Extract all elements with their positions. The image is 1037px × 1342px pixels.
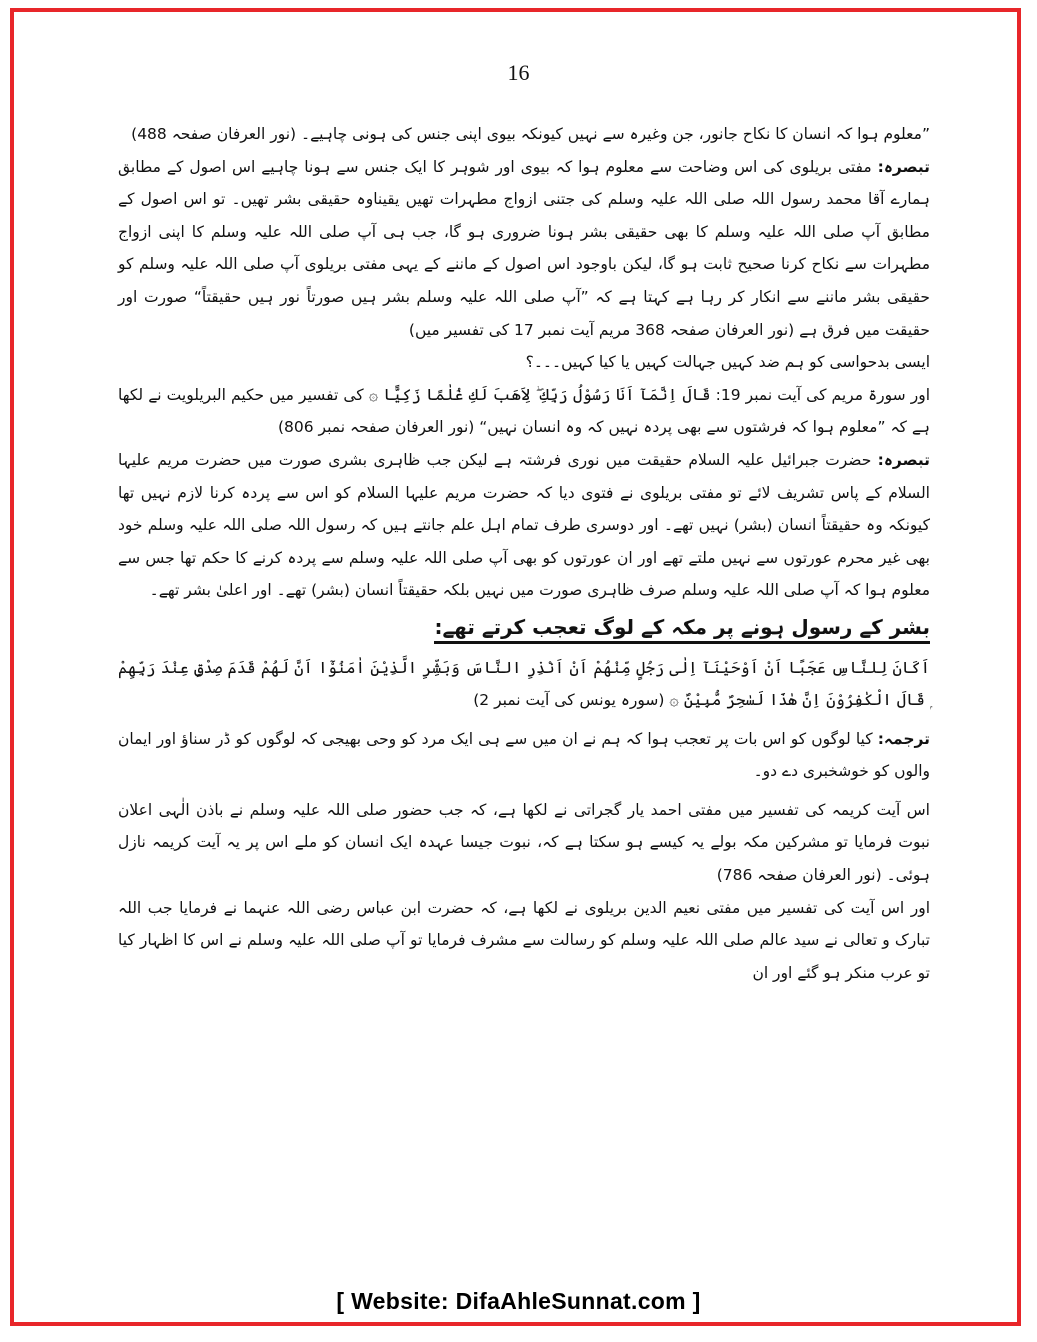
paragraph-rhetorical: ایسی بدحواسی کو ہم ضد کہیں جہالت کہیں یا کیا کہیں۔۔۔؟ xyxy=(525,353,930,372)
verse-commentary: کی تفسیر میں حکیم البریلویت نے لکھا ہے کہ ”معلوم ہوا کہ فرشتوں سے بھی پردہ نہیں کہ وہ انسان نہیں“ (نور العرفان صفحہ نمبر 806) xyxy=(118,385,930,437)
paragraph-yunus-verse xyxy=(118,652,930,717)
section-heading-text: بشر کے رسول ہونے پر مکہ کے لوگ تعجب کرتے تھے: xyxy=(434,615,930,644)
verse-intro: اور سورۃ مریم کی آیت نمبر 19: xyxy=(715,385,930,404)
paragraph-tafsir-2: اور اس آیت کی تفسیر میں مفتی نعیم الدین بریلوی نے لکھا ہے، کہ حضرت ابن عباس رضی اللہ عنہما نے فرمایا جب اللہ تبارک و تعالی نے سید عالم صلی اللہ علیہ وسلم کو رسالت سے مشرف فرمایا تو آپ صلی اللہ علیہ وسلم نے اس کا اظہار کیا تو عرب منکر ہو گئے اور ان xyxy=(118,898,930,982)
paragraph-quote-1: ”معلوم ہوا کہ انسان کا نکاح جانور، جن وغیرہ سے نہیں کیونکہ بیوی اپنی جنس کی ہونی چاہیے۔ (نور العرفان صفحہ 488) xyxy=(131,125,930,143)
paragraph-maryam-verse xyxy=(118,379,930,444)
quran-ayah: اَكَانَ لِلنَّاسِ عَجَبًا اَنْ اَوْحَيْنَآ اِلٰى رَجُلٍ مِّنْهُمْ اَنْ اَنْذِرِ النَّاسَ وَبَشِّرِ الَّذِيْنَ اٰمَنُوْٓا اَنَّ لَهُمْ قَدَمَ صِدْقٍ عِنْدَ رَبِّهِمْ ۭ قَالَ الْكٰفِرُوْنَ اِنَّ هٰذَا لَسٰحِرٌ مُّبِيْنٌ ۞ xyxy=(118,657,930,710)
paragraph-commentary-1 xyxy=(118,151,930,347)
page-number: 16 xyxy=(507,60,530,85)
commentary-text: مفتی بریلوی کی اس وضاحت سے معلوم ہوا کہ بیوی اور شوہر کا ایک جنس سے ہونا چاہیے اس اصول کے مطابق ہمارے آقا محمد رسول اللہ صلی اللہ علیہ وسلم کی جتنی ازواج مطہرات تھیں یقیناوہ حقیقی بشر تھیں۔ تو اس اصول کے مطابق آپ صلی اللہ علیہ وسلم کا بھی حقیقی بشر ہونا ضروری ہو گا، جب ہی آپ صلی اللہ علیہ وسلم کا اپنی ازواج مطہرات سے نکاح کرنا صحیح ثابت ہو گا، لیکن باوجود اس اصول کے ماننے کے یہی مفتی بریلوی آپ صلی اللہ علیہ وسلم کو حقیقی بشر ماننے سے انکار کر رہا ہے کہتا ہے کہ ”آپ صلی اللہ علیہ وسلم بشر ہیں صورتاً نور ہیں حقیقتاً“ صورت اور حقیقت میں فرق ہے (نور العرفان صفحہ 368 مریم آیت نمبر 17 کی تفسیر میں) xyxy=(118,157,930,339)
paragraph-commentary-2 xyxy=(118,444,930,607)
translation-text: کیا لوگوں کو اس بات پر تعجب ہوا کہ ہم نے ان میں سے ہی ایک مرد کو وحی بھیجی کہ لوگوں کو ڈر سناؤ اور ایمان والوں کو خوشخبری دے دو۔ xyxy=(118,729,930,781)
verse-reference: (سورہ یونس کی آیت نمبر 2) xyxy=(473,691,665,710)
commentary-label: تبصرہ: xyxy=(877,157,930,176)
website-footer: [ Website: DifaAhleSunnat.com ] xyxy=(336,1288,701,1314)
section-heading xyxy=(118,611,930,646)
translation-label: ترجمہ: xyxy=(877,729,930,748)
quran-ayah: قَالَ اِنَّمَآ اَنَا رَسُوْلُ رَبِّكِ ۖ لِاَهَبَ لَكِ غُلٰمًا زَكِيًّا ۞ xyxy=(368,384,711,404)
paragraph-tafsir-1: اس آیت کریمہ کی تفسیر میں مفتی احمد یار گجراتی نے لکھا ہے، کہ جب حضور صلی اللہ علیہ وسلم نے باذن الٰہی اعلان نبوت فرمایا تو مشرکین مکہ بولے یہ کیسے ہو سکتا ہے کہ، نبوت جیسا عہدہ ایک انسان کو ملے اس پر یہ آیت کریمہ نازل ہوئی۔ (نور العرفان صفحہ 786) xyxy=(118,800,930,885)
page-body xyxy=(118,118,930,989)
commentary-text: حضرت جبرائیل علیہ السلام حقیقت میں نوری فرشتہ ہے لیکن جب ظاہری بشری صورت میں حضرت مریم علیہا السلام کے پاس تشریف لائے تو مفتی بریلوی نے فتوی دیا کہ حضرت مریم علیہا السلام کو اس سے پردہ کرنا لازم نہیں تھا کیونکہ وہ حقیقتاً انسان (بشر) نہیں تھے۔ اور دوسری طرف تمام اہل علم جانتے ہیں کہ رسول اللہ صلی اللہ علیہ وسلم خود بھی غیر محرم عورتوں سے نہیں ملتے تھے اور ان عورتوں کو بھی آپ صلی اللہ علیہ وسلم سے پردہ کرنے کا حکم تھا جس سے معلوم ہوا کہ آپ صلی اللہ علیہ وسلم صرف ظاہری صورت میں نہیں بلکہ حقیقتاً انسان (بشر) تھے۔ اور اعلیٰ بشر تھے۔ xyxy=(118,450,930,600)
paragraph-translation xyxy=(118,723,930,788)
commentary-label: تبصرہ: xyxy=(877,450,930,469)
